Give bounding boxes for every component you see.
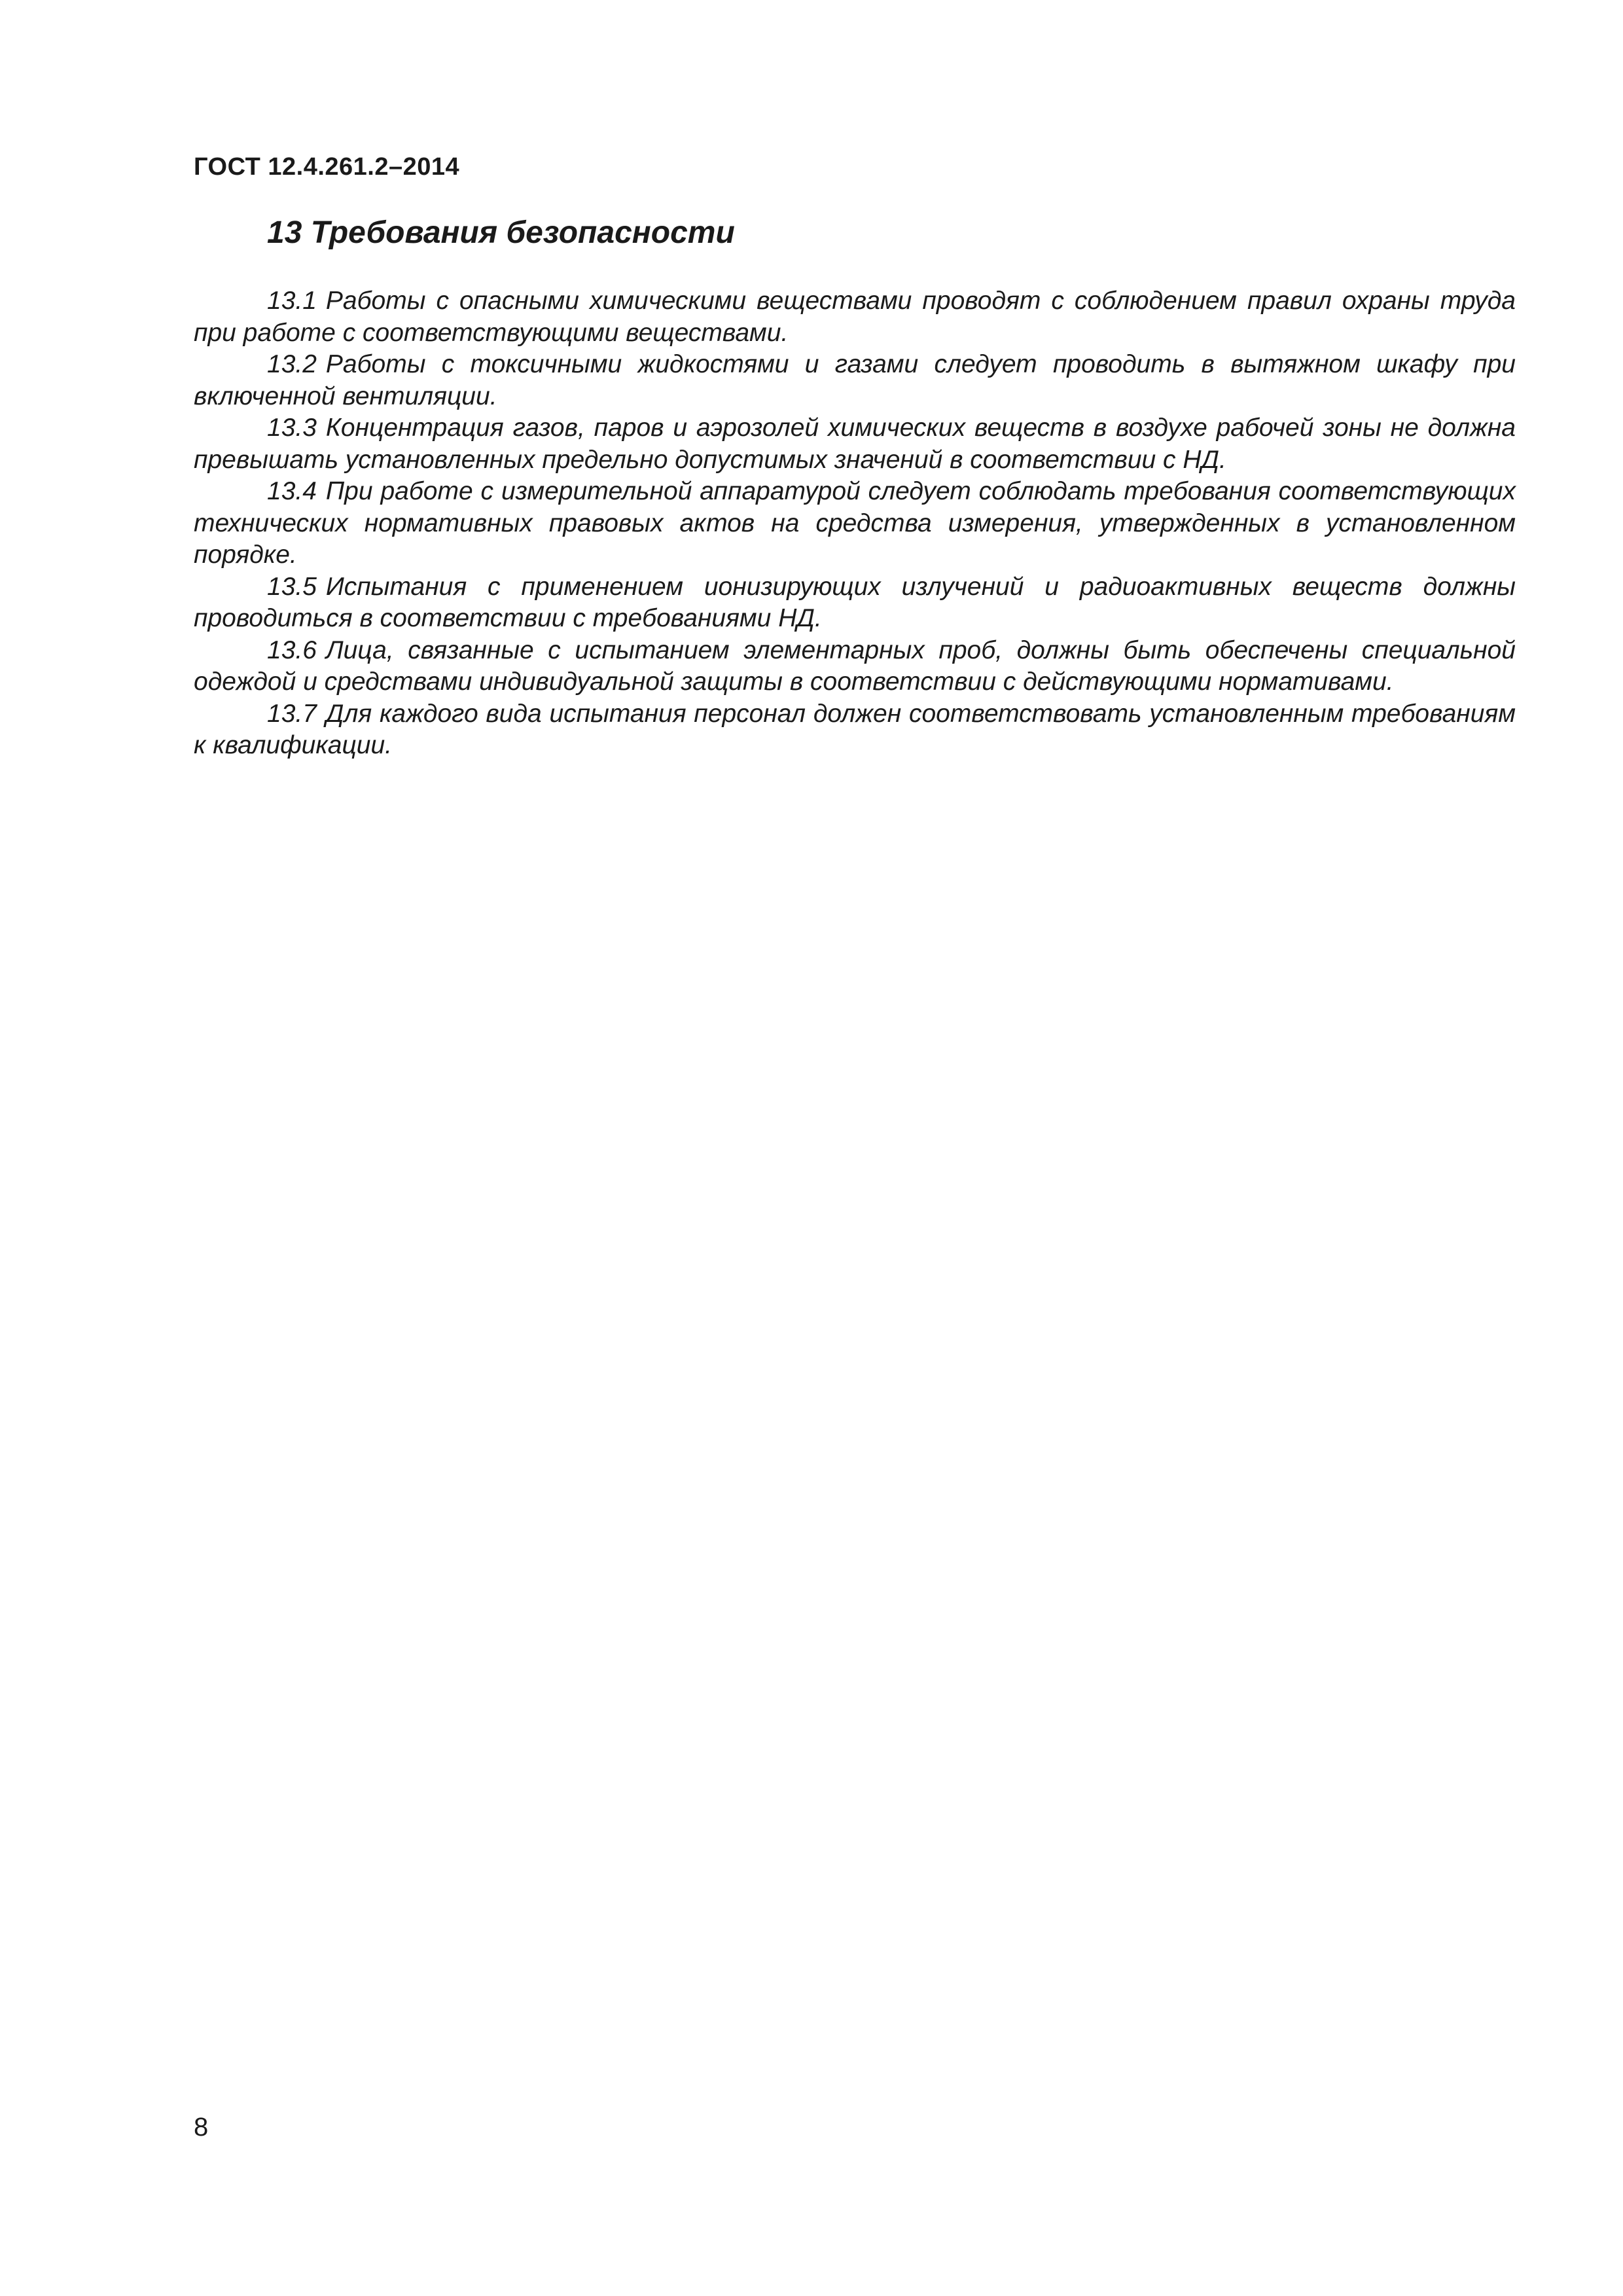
paragraph-13-2 — [194, 349, 1516, 412]
paragraph-text: Лица, связанные с испытанием элементарных проб, должны быть обеспечены специальной одеждой и средствами индивидуальной защиты в соответствии с действующими нормативами. — [194, 636, 1516, 696]
paragraph-13-5 — [194, 571, 1516, 635]
paragraph-text: Для каждого вида испытания персонал должен соответствовать установленным требованиям к квалификации. — [194, 699, 1516, 759]
paragraph-text: При работе с измерительной аппаратурой следует соблюдать требования соответствующих технических нормативных правовых актов на средства измерения, утвержденных в установленном порядке. — [194, 477, 1516, 569]
paragraph-number: 13.3 — [267, 414, 317, 442]
page-number: 8 — [194, 2113, 209, 2142]
paragraph-text: Работы с опасными химическими веществами проводят с соблюдением правил охраны труда при работе с соответствующими веществами. — [194, 287, 1516, 347]
paragraph-number: 13.5 — [267, 572, 317, 601]
paragraph-13-7 — [194, 698, 1516, 762]
paragraph-number: 13.6 — [267, 636, 317, 664]
paragraph-number: 13.7 — [267, 699, 317, 728]
paragraph-text: Работы с токсичными жидкостями и газами следует проводить в вытяжном шкафу при включенной вентиляции. — [194, 350, 1516, 410]
paragraph-number: 13.4 — [267, 477, 317, 505]
section-body — [194, 285, 1516, 762]
paragraph-13-4 — [194, 476, 1516, 571]
paragraph-number: 13.1 — [267, 287, 317, 315]
paragraph-number: 13.2 — [267, 350, 317, 378]
paragraph-13-1 — [194, 285, 1516, 349]
paragraph-13-3 — [194, 412, 1516, 476]
document-code: ГОСТ 12.4.261.2–2014 — [194, 153, 460, 181]
section-title: 13 Требования безопасности — [267, 215, 735, 250]
paragraph-text: Испытания с применением ионизирующих излучений и радиоактивных веществ должны проводиться в соответствии с требованиями НД. — [194, 572, 1516, 632]
paragraph-13-6 — [194, 635, 1516, 698]
paragraph-text: Концентрация газов, паров и аэрозолей химических веществ в воздухе рабочей зоны не должна превышать установленных предельно допустимых значений в соответствии с НД. — [194, 414, 1516, 474]
